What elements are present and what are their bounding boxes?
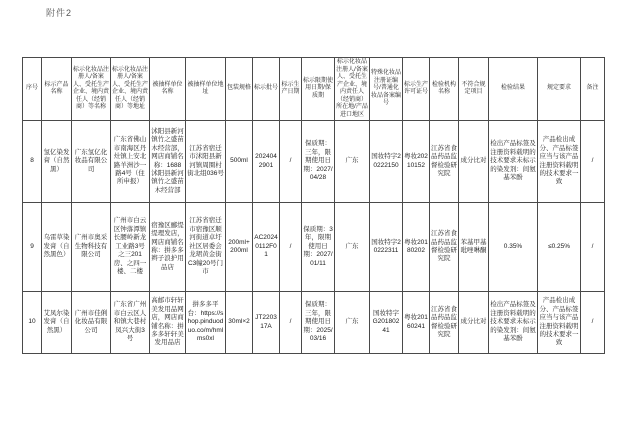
cell-license-no: 粤妆20210152 — [403, 121, 430, 203]
column-header-registrant-address: 标示化妆品注册人/备案人、受托生产企业、境内责任人（经销商）等地址 — [111, 58, 150, 121]
cell-noncompliant-item: 苯基甲基吡唑啉酮 — [459, 203, 489, 292]
cell-index: 9 — [23, 203, 42, 292]
column-header-requirement: 规定要求 — [538, 58, 581, 121]
cell-remark: / — [581, 121, 605, 203]
cell-sampled-unit-address: 拼多多平台：https://shop.pinduoduo.co/m/hmlms0xl — [186, 292, 226, 354]
cell-sampled-unit-name: 沭阳县新河镇竹之盛苗木经营部，网店商铺名称：1688沭阳县新河镇竹之盛苗木经营部 — [150, 121, 186, 203]
cell-noncompliant-item: 成分比对 — [459, 121, 489, 203]
cell-expiry: 保质期：3年，限期使用日期：2027/01/11 — [302, 203, 335, 292]
cell-result: 检出产品标签及注册资料载明的技术要求未标示的染发剂：间氨基苯酚 — [489, 292, 538, 354]
cell-region: 广东 — [335, 292, 370, 354]
column-header-expiry: 标示限期使用日期/保质期 — [302, 58, 335, 121]
inspection-table — [22, 57, 605, 354]
column-header-license-no: 标示生产许可证号 — [403, 58, 430, 121]
cell-registrant-address: 广东省广州市白云区人和镇大巷村凤兴大街3号 — [111, 292, 150, 354]
cell-license-no: 粤妆20160241 — [403, 292, 430, 354]
cell-sampled-unit-name: 宿豫区郦缇缇理发店，网店商铺名称：拼多多辫子浪护用品店 — [150, 203, 186, 292]
cell-requirement: ≤0.25% — [538, 203, 581, 292]
cell-registration-no: 国妆特字20222311 — [370, 203, 403, 292]
column-header-registrant-name: 标示化妆品注册人/备案人、受托生产企业、境内责任人（经销商）等名称 — [72, 58, 111, 121]
column-header-index: 序号 — [23, 58, 42, 121]
table-row — [23, 203, 605, 292]
column-header-batch-no: 标示批号 — [253, 58, 280, 121]
header-row — [23, 58, 605, 121]
column-header-noncompliant-item: 不符合规定项目 — [459, 58, 489, 121]
cell-registrant-name: 广州市佳俐化妆品有限公司 — [72, 292, 111, 354]
cell-batch-no: JT220317A — [253, 292, 280, 354]
cell-registrant-name: 广州市奥采生物科技有限公司 — [72, 203, 111, 292]
cell-production-date: / — [280, 121, 302, 203]
cell-index: 10 — [23, 292, 42, 354]
cell-region: 广东 — [335, 121, 370, 203]
column-header-sampled-unit-address: 被抽样单位地址 — [186, 58, 226, 121]
column-header-production-date: 标示生产日期 — [280, 58, 302, 121]
cell-expiry: 保质期：三年，限期使用日期：2025/03/16 — [302, 292, 335, 354]
cell-sampled-unit-name: 高邮市轩轩美发用品网店，网店商铺名称：拼多多轩轩美发用品店 — [150, 292, 186, 354]
cell-inspection-agency: 江苏省食品药品监督检验研究院 — [430, 203, 459, 292]
cell-registrant-address: 广东省佛山市南海区丹灶镇上安北路羊洲沙一路4号（住所申报） — [111, 121, 150, 203]
cell-sampled-unit-address: 江苏省宿迁市沭阳县新河镇周圈村街北组036号 — [186, 121, 226, 203]
column-header-sampled-unit-name: 被抽样单位名称 — [150, 58, 186, 121]
cell-region: 广东 — [335, 203, 370, 292]
cell-package-spec: 30ml×2 — [226, 292, 253, 354]
cell-package-spec: 500ml — [226, 121, 253, 203]
cell-noncompliant-item: 成分比对 — [459, 292, 489, 354]
column-header-package-spec: 包装规格 — [226, 58, 253, 121]
cell-product-name: 乌雷草染发膏（自然黑色） — [42, 203, 72, 292]
cell-product-name: 艾凤尔染发膏（自然黑） — [42, 292, 72, 354]
cell-production-date: / — [280, 292, 302, 354]
cell-requirement: 产品检出成分、产品标签应当与该产品注册资料载明的技术要求一致 — [538, 121, 581, 203]
column-header-region: 标示化妆品注册人/备案人、受托生产企业、境内责任人（经销商）所在地/产品进口地区 — [335, 58, 370, 121]
cell-registrant-name: 广东氢亿化妆品有限公司 — [72, 121, 111, 203]
cell-package-spec: 200ml+200ml — [226, 203, 253, 292]
cell-inspection-agency: 江苏省食品药品监督检验研究院 — [430, 121, 459, 203]
column-header-registration-no: 特殊化妆品注册证编号/普通化妆品备案编号 — [370, 58, 403, 121]
attachment-label: 附件2 — [46, 8, 73, 18]
cell-result: 检出产品标签及注册资料载明的技术要求未标示的染发剂：间氨基苯酚 — [489, 121, 538, 203]
cell-batch-no: AC20240112F01 — [253, 203, 280, 292]
cell-remark: / — [581, 292, 605, 354]
cell-batch-no: 2024042901 — [253, 121, 280, 203]
cell-sampled-unit-address: 江苏省宿迁市宿豫区顺河街道卓圩社区居委会龙珺黄金街C3幢20号门市 — [186, 203, 226, 292]
column-header-product-name: 标示产品名称 — [42, 58, 72, 121]
cell-inspection-agency: 江苏省食品药品监督检验研究院 — [430, 292, 459, 354]
column-header-remark: 备注 — [581, 58, 605, 121]
cell-license-no: 粤妆20180202 — [403, 203, 430, 292]
cell-index: 8 — [23, 121, 42, 203]
cell-registrant-address: 广州市白云区钟落潭镇长腰岭新龙工业路3号之三201房、之四一楼、二楼 — [111, 203, 150, 292]
cell-requirement: 产品检出成分、产品标签应当与该产品注册资料载明的技术要求一致 — [538, 292, 581, 354]
cell-product-name: 氢亿染发膏（自然黑） — [42, 121, 72, 203]
column-header-result: 检验结果 — [489, 58, 538, 121]
cell-expiry: 保质期：三年，限期使用日期：2027/04/28 — [302, 121, 335, 203]
cell-remark: / — [581, 203, 605, 292]
cell-registration-no: 国妆特字20222150 — [370, 121, 403, 203]
table-row — [23, 292, 605, 354]
cell-production-date: / — [280, 203, 302, 292]
table-row — [23, 121, 605, 203]
cell-result: 0.35% — [489, 203, 538, 292]
column-header-inspection-agency: 检验机构名称 — [430, 58, 459, 121]
cell-registration-no: 国妆特字G20180241 — [370, 292, 403, 354]
